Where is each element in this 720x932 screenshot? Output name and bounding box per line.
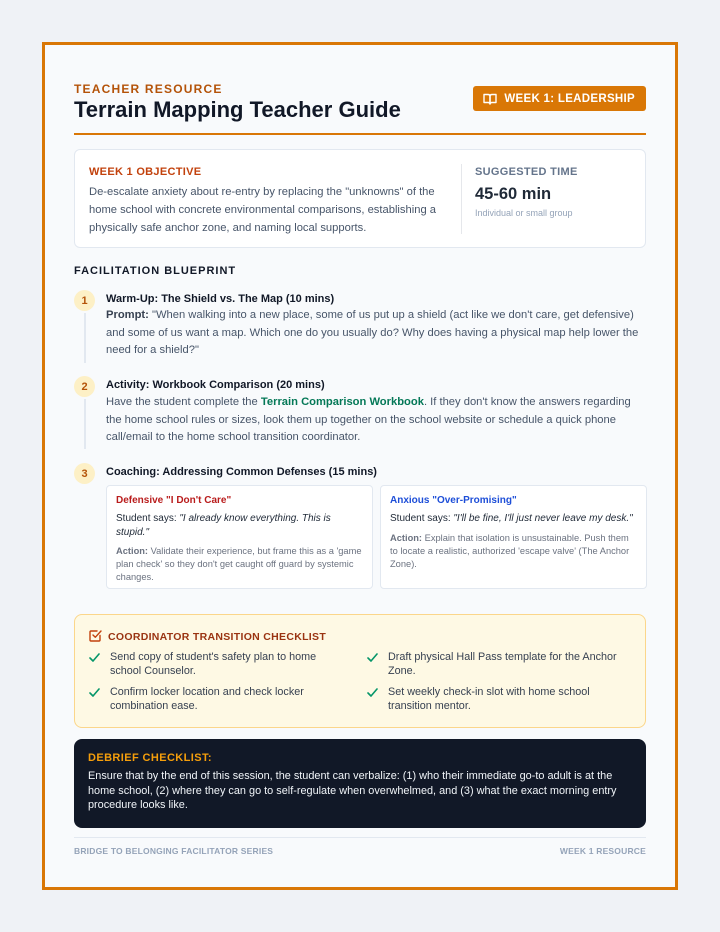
step-number: 2 bbox=[74, 376, 95, 397]
step-body bbox=[106, 307, 646, 360]
debrief-panel bbox=[74, 739, 646, 828]
checklist-item-text: Set weekly check-in slot with home school transition mentor. bbox=[388, 686, 590, 712]
checklist-item-text: Send copy of student's safety plan to home school Counselor. bbox=[110, 651, 317, 677]
checklist-item-text: Draft physical Hall Pass template for the Anchor Zone. bbox=[388, 651, 617, 677]
step-text: . If they don't know the answers regarding the home school rules or sizes, look them up together on the school website or schedule a quick phone call/email to the home school transition coordinator. bbox=[106, 396, 631, 443]
student-quote: "I already know everything. This is stupid." bbox=[116, 513, 331, 538]
step-number: 1 bbox=[74, 290, 95, 311]
check-icon bbox=[89, 652, 100, 666]
coaching-card-anxious bbox=[380, 485, 647, 589]
objective-card bbox=[74, 149, 646, 248]
coordinator-checklist bbox=[74, 614, 646, 728]
step-text: Have the student complete the bbox=[106, 396, 261, 408]
student-says bbox=[390, 512, 637, 526]
objective-divider bbox=[461, 164, 462, 234]
footer-resource: WEEK 1 RESOURCE bbox=[559, 846, 646, 856]
step-title: Warm-Up: The Shield vs. The Map (10 mins) bbox=[106, 293, 335, 305]
coaching-card-defensive bbox=[106, 485, 373, 589]
check-icon bbox=[367, 652, 378, 666]
student-quote: "I'll be fine, I'll just never leave my desk." bbox=[453, 513, 633, 524]
guide-page bbox=[42, 42, 678, 890]
step-title: Coaching: Addressing Common Defenses (15 mins) bbox=[106, 466, 377, 478]
suggested-time-label: SUGGESTED TIME bbox=[475, 166, 578, 178]
suggested-time-value: 45-60 min bbox=[475, 185, 552, 203]
week-badge bbox=[473, 86, 646, 111]
coaching-action bbox=[116, 545, 363, 584]
step-connector bbox=[84, 399, 86, 449]
suggested-time-note: Individual or small group bbox=[475, 208, 573, 218]
page-title: Terrain Mapping Teacher Guide bbox=[74, 97, 401, 122]
coordinator-title-text: COORDINATOR TRANSITION CHECKLIST bbox=[108, 631, 327, 643]
coaching-card-title: Anxious "Over-Promising" bbox=[390, 495, 517, 506]
checklist-item bbox=[367, 650, 617, 678]
coaching-action bbox=[390, 532, 637, 571]
book-icon bbox=[483, 93, 497, 105]
debrief-text: Ensure that by the end of this session, the student can verbalize: (1) who their immediate go-to adult is at the home school, (2) where they can go to self-regulate when overwhelmed, and (3) what the exact morning entry procedure looks like. bbox=[88, 770, 617, 811]
step-title: Activity: Workbook Comparison (20 mins) bbox=[106, 379, 325, 391]
blueprint-heading: FACILITATION BLUEPRINT bbox=[74, 265, 237, 277]
checklist-item-text: Confirm locker location and check locker combination ease. bbox=[110, 686, 304, 712]
footer-divider bbox=[74, 837, 646, 838]
action-text: Validate their experience, but frame this as a 'game plan check' so they don't get caught off guard by systemic changes. bbox=[116, 546, 362, 582]
week-badge-label: WEEK 1: LEADERSHIP bbox=[504, 92, 635, 105]
prompt-text: "When walking into a new place, some of us put up a shield (act like we don't care, get defensive) and some of us want a map. Which one do you usually do? Why does having a physical map help lower the need for a shield?" bbox=[106, 309, 639, 356]
student-says bbox=[116, 512, 363, 539]
eyebrow-label: TEACHER RESOURCE bbox=[74, 82, 223, 96]
footer-series: BRIDGE TO BELONGING FACILITATOR SERIES bbox=[74, 846, 274, 856]
checkbox-icon bbox=[89, 629, 102, 645]
page-content bbox=[74, 45, 646, 887]
step-connector bbox=[84, 313, 86, 363]
prompt-label: Prompt: bbox=[106, 309, 149, 321]
student-says-label: Student says: bbox=[390, 513, 454, 524]
debrief-title: DEBRIEF CHECKLIST: bbox=[88, 752, 212, 764]
coordinator-checklist-title bbox=[89, 629, 326, 645]
header-divider bbox=[74, 133, 646, 135]
objective-text: De-escalate anxiety about re-entry by replacing the "unknowns" of the home school with concrete environmental comparisons, establishing a physically safe anchor zone, and naming local supports. bbox=[89, 186, 436, 234]
objective-label: WEEK 1 OBJECTIVE bbox=[89, 166, 202, 178]
check-icon bbox=[89, 687, 100, 701]
step-body bbox=[106, 394, 646, 447]
checklist-item bbox=[89, 650, 339, 678]
check-icon bbox=[367, 687, 378, 701]
student-says-label: Student says: bbox=[116, 513, 180, 524]
action-text: Explain that isolation is unsustainable. Push them to locate a realistic, authorized 'escape valve' (The Anchor Zone). bbox=[390, 532, 630, 569]
checklist-item bbox=[367, 685, 617, 713]
coaching-card-title: Defensive "I Don't Care" bbox=[116, 495, 232, 506]
action-label: Action: bbox=[116, 546, 149, 556]
action-label: Action: bbox=[390, 532, 423, 543]
checklist-item bbox=[89, 685, 339, 713]
workbook-name: Terrain Comparison Workbook bbox=[260, 396, 424, 408]
step-number: 3 bbox=[74, 463, 95, 484]
